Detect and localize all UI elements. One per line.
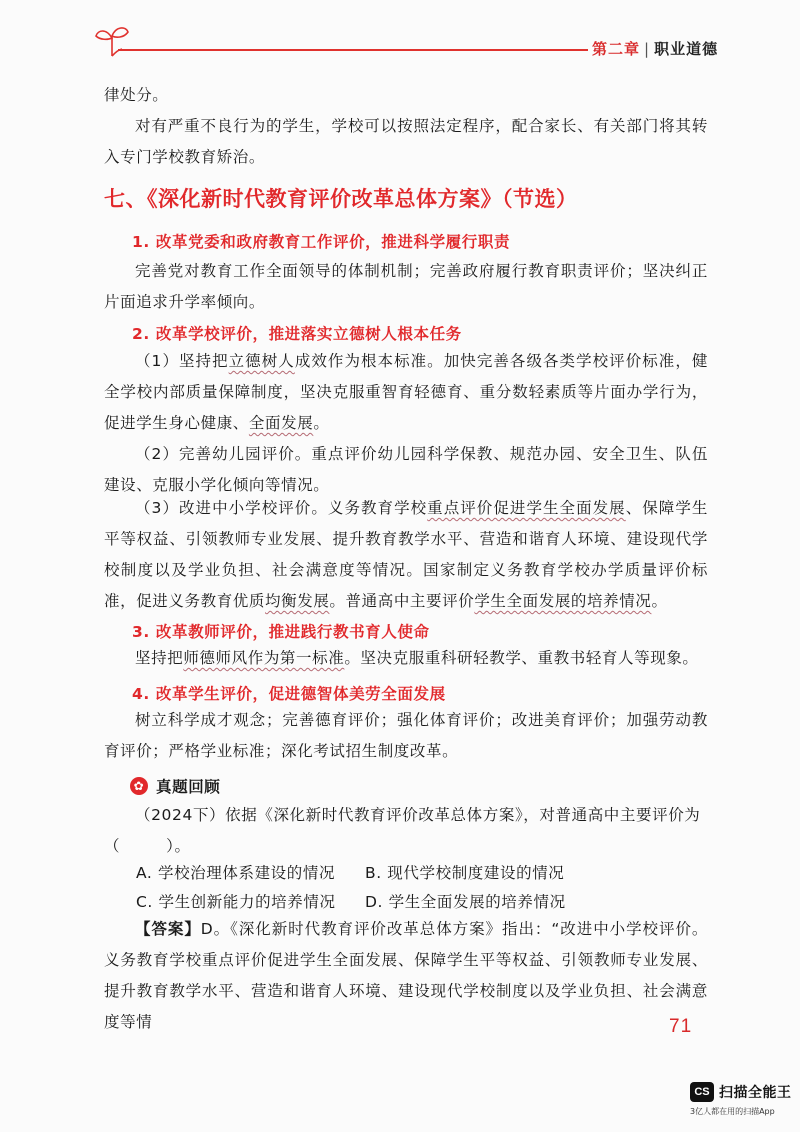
item-2-sub-2: （2）完善幼儿园评价。重点评价幼儿园科学保教、规范办园、安全卫生、队伍建设、克服小学化倾向等情况。 bbox=[104, 445, 708, 494]
header-rule bbox=[118, 49, 588, 51]
option-b: B. 现代学校制度建设的情况 bbox=[365, 864, 565, 882]
section-heading: 七、《深化新时代教育评价改革总体方案》（节选） bbox=[104, 187, 578, 211]
review-header bbox=[130, 775, 220, 797]
paragraph-transfer: 对有严重不良行为的学生，学校可以按照法定程序，配合家长、有关部门将其转入专门学校教育矫治。 bbox=[104, 117, 708, 166]
underlined-phrase: 师德师风作为第一标准 bbox=[183, 649, 345, 667]
item-3-body: 坚持把师德师风作为第一标准。坚决克服重科研轻教学、重教书轻育人等现象。 bbox=[135, 649, 699, 667]
flower-icon: ✿ bbox=[130, 777, 148, 795]
item-3-title: 3. 改革教师评价，推进践行教书育人使命 bbox=[132, 623, 430, 641]
item-1-body: 完善党对教育工作全面领导的体制机制；完善政府履行教育职责评价；坚决纠正片面追求升学率倾向。 bbox=[104, 262, 708, 311]
underlined-phrase: 立德树人 bbox=[228, 352, 295, 370]
scanner-watermark bbox=[690, 1082, 792, 1102]
page-number: 71 bbox=[669, 1016, 693, 1037]
review-question: （2024下）依据《深化新时代教育评价改革总体方案》，对普通高中主要评价为 （ ）。 bbox=[104, 806, 701, 855]
chapter-title: 职业道德 bbox=[654, 40, 719, 58]
watermark-tagline: 3亿人都在用的扫描App bbox=[690, 1107, 775, 1116]
item-4-body: 树立科学成才观念；完善德育评价；强化体育评价；改进美育评价；加强劳动教育评价；严格学业标准；深化考试招生制度改革。 bbox=[104, 711, 708, 760]
paragraph-continued: 律处分。 bbox=[104, 86, 169, 104]
item-2-sub-1: （1）坚持把立德树人成效作为根本标准。加快完善各级各类学校评价标准，健全学校内部质量保障制度，坚决克服重智育轻德育、重分数轻素质等片面办学行为，促进学生身心健康、全面发展。 bbox=[104, 352, 708, 432]
seedling-icon bbox=[92, 22, 132, 58]
watermark-name: 扫描全能王 bbox=[719, 1085, 792, 1101]
camscanner-icon: CS bbox=[690, 1082, 714, 1102]
option-a: A. 学校治理体系建设的情况 bbox=[136, 864, 336, 882]
item-4-title: 4. 改革学生评价，促进德智体美劳全面发展 bbox=[132, 685, 446, 703]
answer-paragraph: 【答案】D。《深化新时代教育评价改革总体方案》指出：“改进中小学校评价。义务教育学校重点评价促进学生全面发展、保障学生平等权益、引领教师专业发展、提升教育教学水平、营造和谐育人环境、建设现代学校制度以及学业负担、社会满意度等情 bbox=[104, 920, 708, 1031]
chapter-number: 第二章 bbox=[592, 40, 641, 58]
option-c: C. 学生创新能力的培养情况 bbox=[136, 893, 336, 911]
underlined-phrase: 重点评价促进学生全面发展 bbox=[427, 499, 626, 517]
underlined-phrase: 全面发展 bbox=[248, 414, 314, 432]
running-header: 第二章 | 职业道德 bbox=[592, 40, 719, 58]
item-1-title: 1. 改革党委和政府教育工作评价，推进科学履行职责 bbox=[132, 233, 511, 251]
answer-label: 【答案】 bbox=[135, 920, 201, 938]
item-2-title: 2. 改革学校评价，推进落实立德树人根本任务 bbox=[132, 325, 462, 343]
item-2-sub-3: （3）改进中小学校评价。义务教育学校重点评价促进学生全面发展、保障学生平等权益、引领教师专业发展、提升教育教学水平、营造和谐育人环境、建设现代学校制度以及学业负担、社会满意度等情况。国家制定义务教育学校办学质量评价标准，促进义务教育优质均衡发展。普通高中主要评价学生全面发展的培养情况。 bbox=[104, 499, 708, 610]
option-d: D. 学生全面发展的培养情况 bbox=[365, 893, 566, 911]
underlined-phrase: 学生全面发展的培养情况 bbox=[474, 592, 652, 610]
underlined-phrase: 均衡发展 bbox=[265, 592, 330, 610]
review-label: 真题回顾 bbox=[156, 778, 221, 796]
